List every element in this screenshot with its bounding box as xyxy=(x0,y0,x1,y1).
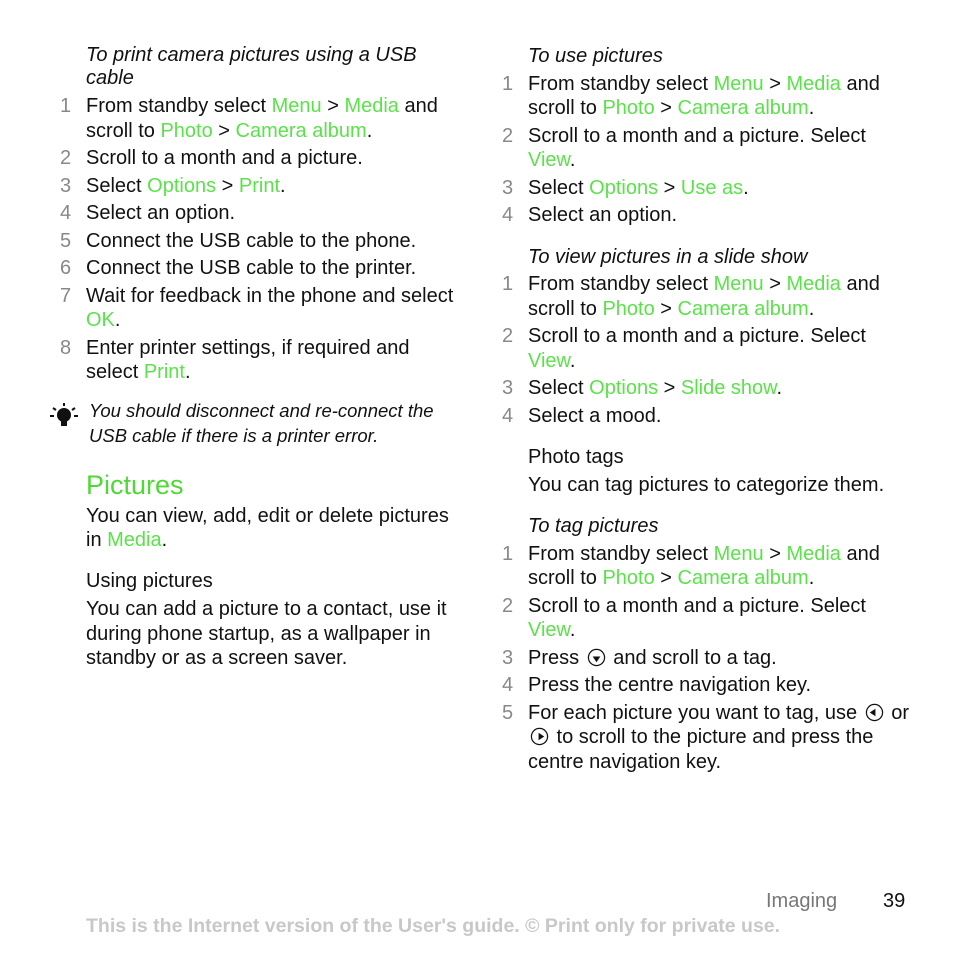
menu-term: View xyxy=(528,349,570,372)
nav-right-icon xyxy=(530,727,549,746)
step-number: 4 xyxy=(60,202,72,224)
step-item xyxy=(60,336,465,385)
menu-term: Photo xyxy=(602,567,655,589)
step-item xyxy=(502,203,912,228)
step-text: Select xyxy=(528,176,590,199)
step-number: 3 xyxy=(502,646,514,669)
step-text: > xyxy=(658,176,681,199)
menu-term: Media xyxy=(786,72,841,95)
step-text: Enter printer settings, if required and select xyxy=(86,336,410,383)
menu-term: OK xyxy=(86,309,115,331)
step-text: . xyxy=(114,309,121,331)
step-text: Scroll to a month and a picture. Select xyxy=(528,325,866,347)
step-text: > xyxy=(763,542,787,565)
step-number: 8 xyxy=(60,336,72,359)
step-number: 5 xyxy=(502,701,514,724)
right-column xyxy=(502,44,912,774)
step-text: . xyxy=(184,361,191,383)
menu-term: Photo xyxy=(602,297,655,320)
step-text: . xyxy=(569,149,576,171)
step-text: Wait for feedback in the phone and select xyxy=(86,284,454,307)
step-text: . xyxy=(776,377,783,399)
step-text: and scroll to xyxy=(528,542,880,589)
step-text: Select an option. xyxy=(86,202,235,224)
step-text: > xyxy=(654,97,678,119)
step-text: From standby select xyxy=(528,72,714,95)
step-text: Connect the USB cable to the printer. xyxy=(86,257,417,279)
menu-term: Options xyxy=(147,174,217,197)
step-text: > xyxy=(321,95,345,117)
pictures-intro xyxy=(60,504,465,553)
left-column xyxy=(60,44,465,671)
menu-term: Camera album xyxy=(235,119,367,142)
step-text: and scroll to a tag. xyxy=(607,646,777,669)
menu-term: Camera album xyxy=(677,297,809,320)
step-text: . xyxy=(366,119,373,142)
step-item xyxy=(60,146,465,171)
tip-text: You should disconnect and re-connect the USB cable if there is a printer error. xyxy=(89,399,434,446)
step-item xyxy=(502,673,912,698)
menu-term: Media xyxy=(344,95,399,117)
menu-term: Photo xyxy=(160,119,213,142)
footer-section-name: Imaging xyxy=(766,890,838,912)
step-text: > xyxy=(216,174,239,197)
step-number: 1 xyxy=(60,95,72,117)
tag-steps xyxy=(502,542,912,775)
step-item xyxy=(502,594,912,643)
step-text: Select an option. xyxy=(528,204,677,226)
step-item xyxy=(502,404,912,429)
step-number: 3 xyxy=(60,174,72,197)
step-text: > xyxy=(212,119,236,142)
slide-steps xyxy=(502,272,912,428)
step-text: From standby select xyxy=(528,542,714,565)
step-text: . xyxy=(743,176,749,199)
step-number: 2 xyxy=(60,147,72,169)
menu-term: Photo xyxy=(602,97,655,119)
nav-down-icon xyxy=(587,648,606,667)
menu-term: Options xyxy=(589,176,659,199)
step-item xyxy=(502,701,912,775)
use-steps xyxy=(502,72,912,228)
heading-print-usb: To print camera pictures using a USB cable xyxy=(86,44,417,89)
step-text: to scroll to the picture and press the centre navigation key. xyxy=(528,726,874,773)
subhead-using-pictures: Using pictures xyxy=(86,569,213,592)
step-text: . xyxy=(569,619,576,641)
menu-term: View xyxy=(528,149,570,171)
step-text: Scroll to a month and a picture. xyxy=(86,147,363,169)
step-item xyxy=(60,201,465,226)
step-text: Connect the USB cable to the phone. xyxy=(86,229,417,252)
step-item xyxy=(60,284,465,333)
heading-slide-show: To view pictures in a slide show xyxy=(528,245,808,268)
step-text: Select a mood. xyxy=(528,404,662,427)
step-number: 4 xyxy=(502,404,514,427)
step-item xyxy=(502,646,912,671)
tip-note xyxy=(60,398,465,448)
step-item xyxy=(60,229,465,254)
menu-term: Menu xyxy=(713,72,764,95)
menu-term: Print xyxy=(238,174,281,197)
step-item xyxy=(502,124,912,173)
step-text: Press the centre navigation key. xyxy=(528,674,812,696)
menu-term: Options xyxy=(589,377,659,399)
step-text: . xyxy=(808,297,815,320)
step-number: 1 xyxy=(502,273,514,295)
footer-disclaimer: This is the Internet version of the User's guide. © Print only for private use. xyxy=(86,915,781,937)
menu-term: Media xyxy=(786,542,841,565)
menu-term: Print xyxy=(143,361,185,383)
step-item xyxy=(502,542,912,591)
section-title-pictures: Pictures xyxy=(86,469,184,500)
heading-tag-pictures: To tag pictures xyxy=(528,515,659,537)
step-text: From standby select xyxy=(86,95,272,117)
step-text: For each picture you want to tag, use xyxy=(528,701,863,724)
step-text: > xyxy=(763,273,787,295)
step-number: 4 xyxy=(502,674,514,696)
step-number: 7 xyxy=(60,284,72,307)
page-number: 39 xyxy=(883,890,906,912)
step-text: From standby select xyxy=(528,273,714,295)
step-text: . xyxy=(808,97,815,119)
step-text: Press xyxy=(528,646,585,669)
menu-term: Media xyxy=(786,273,841,295)
subhead-photo-tags: Photo tags xyxy=(528,446,624,468)
using-pictures-text: You can add a picture to a contact, use it during phone startup, as a wallpaper in standby or as a screen saver. xyxy=(86,598,447,669)
menu-term: Media xyxy=(107,529,162,551)
step-number: 1 xyxy=(502,72,514,95)
step-text: and scroll to xyxy=(528,72,880,119)
menu-term: Menu xyxy=(713,542,764,565)
menu-term: View xyxy=(528,619,570,641)
print-steps xyxy=(60,94,465,385)
lightbulb-icon xyxy=(48,401,78,431)
photo-tags-text: You can tag pictures to categorize them. xyxy=(528,473,885,496)
step-item xyxy=(502,376,912,401)
step-number: 4 xyxy=(502,204,514,226)
step-item xyxy=(60,174,465,199)
step-text: > xyxy=(763,72,787,95)
step-text: . xyxy=(569,349,576,372)
heading-use-pictures: To use pictures xyxy=(528,45,663,67)
step-item xyxy=(60,94,465,143)
step-text: . xyxy=(808,567,815,589)
step-item xyxy=(502,324,912,373)
step-text: or xyxy=(885,701,909,724)
menu-term: Camera album xyxy=(677,567,809,589)
step-text: . xyxy=(161,529,168,551)
step-item xyxy=(502,176,912,201)
step-number: 3 xyxy=(502,377,514,399)
menu-term: Use as xyxy=(680,176,744,199)
step-text: > xyxy=(654,567,678,589)
step-number: 5 xyxy=(60,229,72,252)
step-item xyxy=(502,72,912,121)
step-text: and scroll to xyxy=(528,273,880,320)
step-number: 6 xyxy=(60,257,72,279)
step-text: Scroll to a month and a picture. Select xyxy=(528,124,866,147)
menu-term: Menu xyxy=(271,95,322,117)
step-text: Select xyxy=(528,377,590,399)
step-item xyxy=(60,256,465,281)
step-text: Select xyxy=(86,174,148,197)
step-number: 2 xyxy=(502,594,514,617)
step-number: 2 xyxy=(502,124,514,147)
step-text: and scroll to xyxy=(86,95,438,142)
step-text: . xyxy=(280,174,286,197)
menu-term: Menu xyxy=(713,273,764,295)
step-number: 1 xyxy=(502,542,514,565)
step-text: Scroll to a month and a picture. Select xyxy=(528,594,866,617)
step-text: You can view, add, edit or delete pictures in xyxy=(86,504,449,551)
menu-term: Camera album xyxy=(677,97,809,119)
step-number: 2 xyxy=(502,325,514,347)
step-text: > xyxy=(654,297,678,320)
step-number: 3 xyxy=(502,176,514,199)
menu-term: Slide show xyxy=(680,377,777,399)
nav-left-icon xyxy=(865,703,884,722)
step-text: > xyxy=(658,377,681,399)
step-item xyxy=(502,272,912,321)
